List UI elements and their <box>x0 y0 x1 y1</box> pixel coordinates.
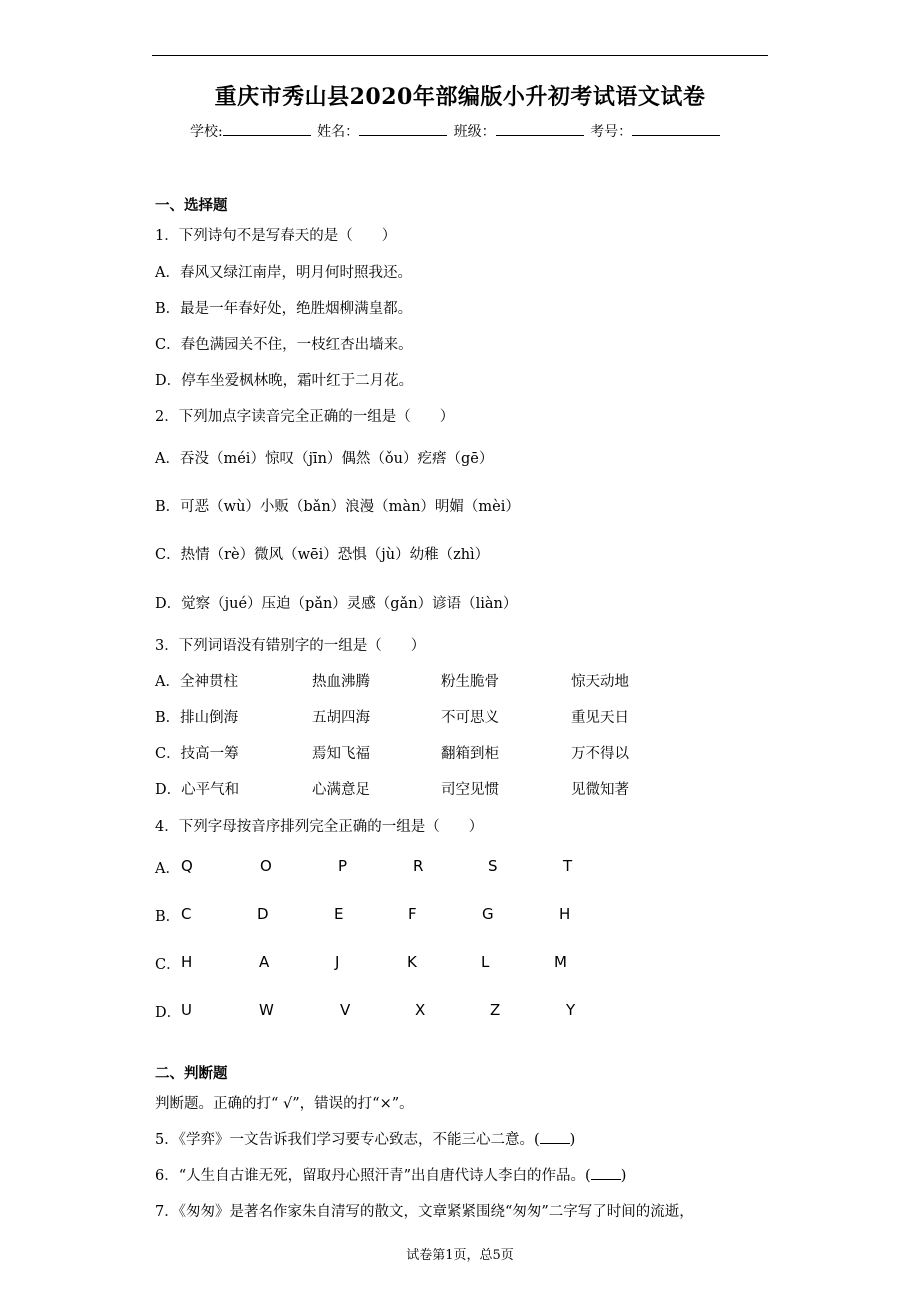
q4-a-letter-6: T <box>563 857 573 875</box>
q4-c-letter-6: M <box>554 953 567 971</box>
school-blank[interactable] <box>223 123 311 136</box>
q5-line <box>155 1128 575 1149</box>
q4-d-letter-5: Z <box>490 1001 501 1019</box>
q4-a-letter-2: O <box>260 857 272 875</box>
q4-c-label: C． <box>155 957 181 973</box>
q3-b-word-1: B．排山倒海 <box>155 710 239 726</box>
judge-intro: 判断题。正确的打“ √”，错误的打“×”。 <box>155 1096 414 1112</box>
q4-b-letter-4: F <box>408 905 417 923</box>
q4-a-label: A． <box>155 861 180 877</box>
q3-d-word-2: 心满意足 <box>312 782 370 798</box>
name-blank[interactable] <box>359 123 447 136</box>
q4-a-letter-3: P <box>338 857 348 875</box>
q4-b-letter-1: C <box>181 905 192 923</box>
q4-b-letter-2: D <box>257 905 269 923</box>
q1-option-b: B．最是一年春好处，绝胜烟柳满皇都。 <box>155 301 413 317</box>
q2-option-a: A．吞没（méi）惊叹（jīn）偶然（ǒu）疙瘩（gē） <box>155 451 494 467</box>
q3-b-word-3: 不可思义 <box>441 710 499 726</box>
q4-b-letter-5: G <box>482 905 494 923</box>
q2-stem: 2．下列加点字读音完全正确的一组是（ ） <box>155 409 455 425</box>
q6-close-paren: ) <box>620 1168 627 1184</box>
q4-d-letter-2: W <box>259 1001 274 1019</box>
q4-c-letter-1: H <box>181 953 193 971</box>
q5-answer-blank[interactable] <box>540 1131 570 1144</box>
page-footer: 试卷第1页，总5页 <box>406 1248 514 1263</box>
q4-a-letter-4: R <box>413 857 424 875</box>
q2-option-c: C．热情（rè）微风（wēi）恐惧（jù）幼稚（zhì） <box>155 547 490 563</box>
q4-c-letter-3: J <box>335 953 340 971</box>
q4-b-letter-6: H <box>559 905 571 923</box>
section-judge-heading: 二、判断题 <box>155 1065 228 1082</box>
q3-c-word-2: 焉知飞福 <box>312 746 370 762</box>
q3-a-word-3: 粉生脆骨 <box>441 674 499 690</box>
q3-c-word-1: C．技高一筹 <box>155 746 239 762</box>
q6-answer-blank[interactable] <box>591 1167 621 1180</box>
q4-d-letter-4: X <box>415 1001 426 1019</box>
q1-option-a: A．春风又绿江南岸，明月何时照我还。 <box>155 265 412 281</box>
q4-d-label: D． <box>155 1005 182 1021</box>
q5-close-paren: ) <box>569 1132 576 1148</box>
class-label: 班级： <box>453 124 496 140</box>
q3-stem: 3．下列词语没有错别字的一组是（ ） <box>155 638 426 654</box>
q3-b-word-2: 五胡四海 <box>312 710 370 726</box>
q4-b-label: B． <box>155 909 181 925</box>
q6-line <box>155 1164 626 1185</box>
q4-c-letter-4: K <box>407 953 417 971</box>
q3-d-word-3: 司空见惯 <box>441 782 499 798</box>
q4-a-letter-1: Q <box>181 857 193 875</box>
q1-option-c: C．春色满园关不住，一枝红杏出墙来。 <box>155 337 413 353</box>
q2-option-d: D．觉察（jué）压迫（pǎn）灵感（gǎn）谚语（liàn） <box>155 596 518 612</box>
q3-a-word-2: 热血沸腾 <box>312 674 370 690</box>
number-label: 考号： <box>590 124 633 140</box>
q1-option-d: D．停车坐爱枫林晚，霜叶红于二月花。 <box>155 373 414 389</box>
student-info <box>190 121 722 141</box>
q4-b-letter-3: E <box>334 905 344 923</box>
number-blank[interactable] <box>632 123 720 136</box>
q3-c-word-4: 万不得以 <box>571 746 629 762</box>
q4-d-letter-3: V <box>340 1001 351 1019</box>
header-rule <box>152 55 768 56</box>
q5-text: 5．《学弈》一文告诉我们学习要专心致志，不能三心二意。( <box>155 1132 540 1148</box>
q2-option-b: B．可恶（wù）小贩（bǎn）浪漫（màn）明媚（mèi） <box>155 499 520 515</box>
q3-c-word-3: 翻箱到柜 <box>441 746 499 762</box>
q7-text: 7．《匆匆》是著名作家朱自清写的散文，文章紧紧围绕“匆匆”二字写了时间的流逝， <box>155 1204 694 1220</box>
q4-c-letter-5: L <box>481 953 490 971</box>
q3-b-word-4: 重见天日 <box>571 710 629 726</box>
section-choice-heading: 一、选择题 <box>155 197 228 214</box>
class-blank[interactable] <box>496 123 584 136</box>
page-title: 重庆市秀山县2020年部编版小升初考试语文试卷 <box>214 84 706 110</box>
q4-a-letter-5: S <box>488 857 498 875</box>
q4-stem: 4．下列字母按音序排列完全正确的一组是（ ） <box>155 819 484 835</box>
q3-a-word-4: 惊天动地 <box>571 674 629 690</box>
q6-text: 6．“人生自古谁无死，留取丹心照汗青”出自唐代诗人李白的作品。( <box>155 1168 591 1184</box>
q4-c-letter-2: A <box>259 953 270 971</box>
q4-d-letter-1: U <box>181 1001 192 1019</box>
q3-d-word-1: D．心平气和 <box>155 782 240 798</box>
q3-a-word-1: A．全神贯柱 <box>155 674 238 690</box>
name-label: 姓名： <box>317 124 360 140</box>
school-label: 学校: <box>190 124 223 140</box>
q4-d-letter-6: Y <box>566 1001 576 1019</box>
q3-d-word-4: 见微知著 <box>571 782 629 798</box>
q1-stem: 1．下列诗句不是写春天的是（ ） <box>155 228 397 244</box>
